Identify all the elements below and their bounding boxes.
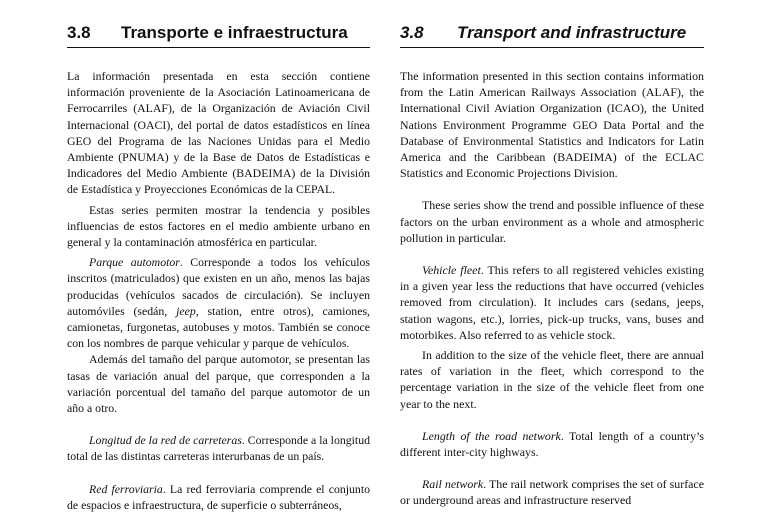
paragraph-vehicle-fleet-es: Parque automotor. Corresponde a todos los vehículos inscritos (matriculados) que existen en un año, menos las bajas producidas (vehículos sacados de circulación). Se incluyen automóviles (sedán, jeep, station, entre otros), camiones, camionetas, furgonetas, autobuses y motos. También se conoce con los nombres de parque vehicular y parque de vehículos.: [67, 255, 370, 351]
term-road-network-en: Length of the road network: [422, 428, 561, 443]
section-heading-en: [400, 22, 704, 44]
heading-rule-en: [400, 47, 704, 48]
paragraph-intro-en: The information presented in this section contains information from the Latin American Railways Association (ALAF), the International Civil Aviation Organization (ICAO), the United Nations Environment Programme GEO Data Portal and the Database of Environmental Statistics and Indicators for Latin America and the Caribbean (BADEIMA) of the ECLAC Statistics and Economic Projections Division.: [400, 69, 704, 181]
term-vehicle-fleet-es: Parque automotor: [89, 255, 180, 270]
term-rail-network-es: Red ferroviaria: [89, 481, 163, 496]
paragraph-series-es: Estas series permiten mostrar la tendencia y posibles influencias de estos factores en el medio ambiente urbano en general y la contaminación atmosférica en particular.: [67, 202, 370, 250]
term-vehicle-fleet-en: Vehicle fleet: [422, 263, 481, 278]
term-rail-network-en: Rail network: [422, 477, 484, 492]
section-title-en: Transport and infrastructure: [457, 23, 687, 42]
paragraph-vehicle-fleet-en: Vehicle fleet. This refers to all registered vehicles existing in a given year less the reductions that have occurred (vehicles removed from circulation). It includes cars (sedans, jeeps, station wagons, etc.), lorries, pick-up trucks, vans, buses and motorbikes. Also referred to as vehicle stock.: [400, 263, 704, 342]
heading-rule-es: [67, 47, 370, 48]
section-number-es: 3.8: [67, 23, 91, 42]
term-road-network-es: Longitud de la red de carreteras: [89, 433, 242, 448]
paragraph-road-network-es: Longitud de la red de carreteras. Corresponde a la longitud total de las distintas carreteras interurbanas de un país.: [67, 433, 371, 464]
body-text-es: [67, 68, 370, 513]
section-title-es: Transporte e infraestructura: [121, 23, 348, 42]
section-heading-es: [67, 22, 370, 44]
paragraph-rail-network-es: Red ferroviaria. La red ferroviaria comprende el conjunto de espacios e infraestructura, de superficie o subterráneos,: [67, 481, 370, 512]
body-text-en: [400, 68, 704, 509]
section-number-en: 3.8: [400, 23, 424, 42]
paragraph-series-en: These series show the trend and possible influence of these factors on the urban environment as a whole and atmospheric pollution in particular.: [400, 198, 704, 245]
paragraph-rail-network-en: Rail network. The rail network comprises the set of surface or underground areas and infrastructure reserved: [400, 477, 704, 508]
paragraph-road-network-en: Length of the road network. Total length of a country’s different inter-city highways.: [400, 428, 704, 460]
paragraph-intro-es: La información presentada en esta sección contiene información proveniente de la Asociación Latinoamericana de Ferrocarriles (ALAF), de la Organización de Aviación Civil Internacional (OACI), del portal de datos estadísticos en línea GEO del Programa de las Naciones Unidas para el Medio Ambiente (PNUMA) y de la Base de Datos de Estadísticas e Indicadores del Medio Ambiente (BADEIMA) de la División de Estadística y Proyecciones Económicas de la CEPAL.: [67, 69, 370, 197]
paragraph-fleet-variation-es: Además del tamaño del parque automotor, se presentan las tasas de variación anual del parque, que corresponden a la variación porcentual del tamaño del parque automotor de un año a otro.: [67, 352, 370, 416]
paragraph-fleet-variation-en: In addition to the size of the vehicle fleet, there are annual rates of variation in the fleet, which correspond to the percentage variation in the size of the vehicle fleet from one year to the next.: [400, 348, 704, 411]
